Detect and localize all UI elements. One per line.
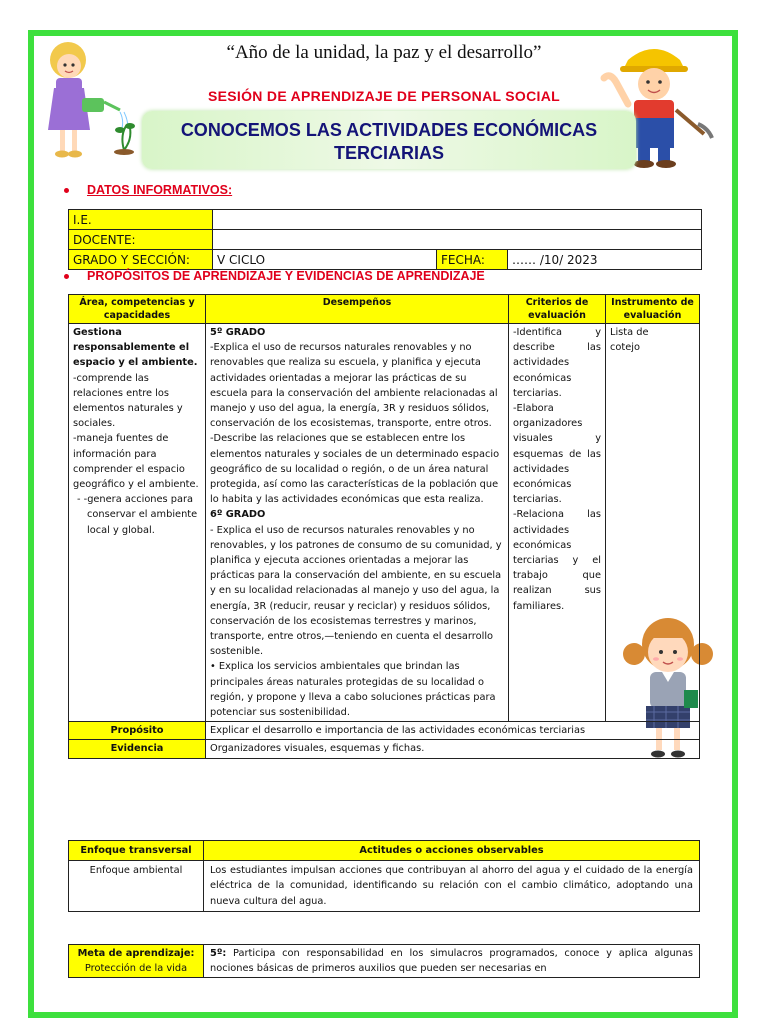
header-instrumento: Instrumento de evaluación xyxy=(606,295,700,324)
session-title-line2: TERCIARIAS xyxy=(333,143,444,163)
proposito-row xyxy=(69,722,700,740)
criterios-cell xyxy=(509,324,606,722)
meta-lead: 5º: xyxy=(210,948,227,959)
enfoque-header-left: Enfoque transversal xyxy=(69,841,204,861)
desempeno-5a: -Explica el uso de recursos naturales renovables y no renovables que realiza su escuela, y planifica y ejecuta actividades orientadas a mejorar las prácticas de su escuela para la conservación del ambiente relacionadas al manejo y uso del agua, la energía, 3R y residuos sólidos, conservación de los ecosistemas, transporte, entre otros. xyxy=(210,342,498,430)
proposito-value: Explicar el desarrollo e importancia de las actividades económicas terciarias xyxy=(206,722,700,740)
session-title xyxy=(142,119,636,165)
purposes-header-row xyxy=(69,295,700,324)
bullet-icon xyxy=(64,188,69,193)
capacidad-3: - -genera acciones para conservar el ambiente local y global. xyxy=(77,494,198,536)
bullet-icon xyxy=(64,274,69,279)
info-row-grado xyxy=(69,250,702,270)
section-datos-informativos: DATOS INFORMATIVOS: xyxy=(64,183,232,197)
instrumento-cell xyxy=(606,324,700,722)
capacidad-2: -maneja fuentes de información para comprender el espacio geográfico y el ambiente. xyxy=(73,433,199,491)
meta-sublabel: Protección de la vida xyxy=(84,963,188,975)
header-desempenos: Desempeños xyxy=(206,295,509,324)
ie-value xyxy=(213,210,702,230)
meta-label-cell xyxy=(69,945,204,978)
enfoque-row-right: Los estudiantes impulsan acciones que contribuyan al ahorro del agua y el cuidado de la energía eléctrica de la comunidad, identificando su relación con el cambio climático, adoptando una nueva cultura del agua. xyxy=(204,861,700,912)
competencia-text: Gestiona responsablemente el espacio y el ambiente. xyxy=(73,327,198,369)
meta-text: Participa con responsabilidad en los simulacros programados, conoce y aplica algunas nociones básicas de primeros auxilios que pueden ser necesarias en xyxy=(210,948,693,975)
docente-label: DOCENTE: xyxy=(69,230,213,250)
capacidad-1: -comprende las relaciones entre los elementos naturales y sociales. xyxy=(73,372,183,430)
criterio-3: -Relaciona las actividades económicas terciarias y el trabajo que realizan sus familiares. xyxy=(513,509,601,612)
grado5-heading: 5º GRADO xyxy=(210,327,266,338)
enfoque-header-right: Actitudes o acciones observables xyxy=(204,841,700,861)
proposito-label: Propósito xyxy=(69,722,206,740)
grado-label: GRADO Y SECCIÓN: xyxy=(69,250,213,270)
instrumento-text: Lista de cotejo xyxy=(610,327,649,354)
fecha-value: …… /10/ 2023 xyxy=(508,250,702,270)
header-criterios: Criterios de evaluación xyxy=(509,295,606,324)
header-area: Área, competencias y capacidades xyxy=(69,295,206,324)
meta-table xyxy=(68,944,700,978)
desempeno-6a: - Explica el uso de recursos naturales renovables y no renovables, y los patrones de consumo de su comunidad, y planifica y ejecuta acciones orientadas a mejorar las prácticas para la conservación del ambiente, en su escuela y en su localidad relacionadas al manejo y uso del agua, la energía, 3R (reducir, reusar y reciclar) y residuos sólidos, conservación de los ecosistemas terrestres y marinos, transporte, entre otros,—teniendo en cuenta el desarrollo sostenible. xyxy=(210,524,502,658)
evidencia-value: Organizadores visuales, esquemas y fichas. xyxy=(206,740,700,758)
section-propositos: PROPÓSITOS DE APRENDIZAJE Y EVIDENCIAS DE APRENDIZAJE xyxy=(64,269,485,283)
criterio-1: -Identifica y describe las actividades económicas terciarias. xyxy=(513,327,601,399)
ie-label: I.E. xyxy=(69,210,213,230)
meta-row xyxy=(69,945,700,978)
purposes-content-row xyxy=(69,324,700,722)
session-subtitle: SESIÓN DE APRENDIZAJE DE PERSONAL SOCIAL xyxy=(208,88,560,104)
info-row-docente xyxy=(69,230,702,250)
enfoque-header-row xyxy=(69,841,700,861)
purposes-table xyxy=(68,294,700,759)
meta-text-cell xyxy=(204,945,700,978)
info-row-ie xyxy=(69,210,702,230)
enfoque-table xyxy=(68,840,700,912)
grado6-heading: 6º GRADO xyxy=(210,509,266,521)
fecha-label: FECHA: xyxy=(437,250,508,270)
dash-bullet-icon: - xyxy=(77,494,84,506)
year-motto: “Año de la unidad, la paz y el desarrollo” xyxy=(226,42,542,63)
evidencia-row xyxy=(69,740,700,758)
desempeno-5b: -Describe las relaciones que se establecen entre los elementos naturales y sociales de un determinado espacio geográfico de su localidad o región, o de un área natural protegida, así como las características de la población que lo habita y las actividades económicas que esta realiza. xyxy=(210,433,500,506)
info-table xyxy=(68,209,702,270)
title-banner xyxy=(142,111,636,169)
criterio-2: -Elabora organizadores visuales y esquemas de las actividades económicas terciarias. xyxy=(513,403,601,506)
desempeno-6b: • Explica los servicios ambientales que brindan las principales áreas naturales protegidas de su localidad o región, y propone y lleva a cabo soluciones prácticas para potenciar sus sostenibilidad. xyxy=(210,661,496,719)
desempenos-cell xyxy=(206,324,509,722)
enfoque-row xyxy=(69,861,700,912)
meta-label: Meta de aprendizaje: xyxy=(77,948,195,959)
grado-value: V CICLO xyxy=(213,250,437,270)
session-title-line1: CONOCEMOS LAS ACTIVIDADES ECONÓMICAS xyxy=(180,120,598,140)
docente-value xyxy=(213,230,702,250)
evidencia-label: Evidencia xyxy=(69,740,206,758)
enfoque-row-left: Enfoque ambiental xyxy=(69,861,204,912)
area-cell xyxy=(69,324,206,722)
